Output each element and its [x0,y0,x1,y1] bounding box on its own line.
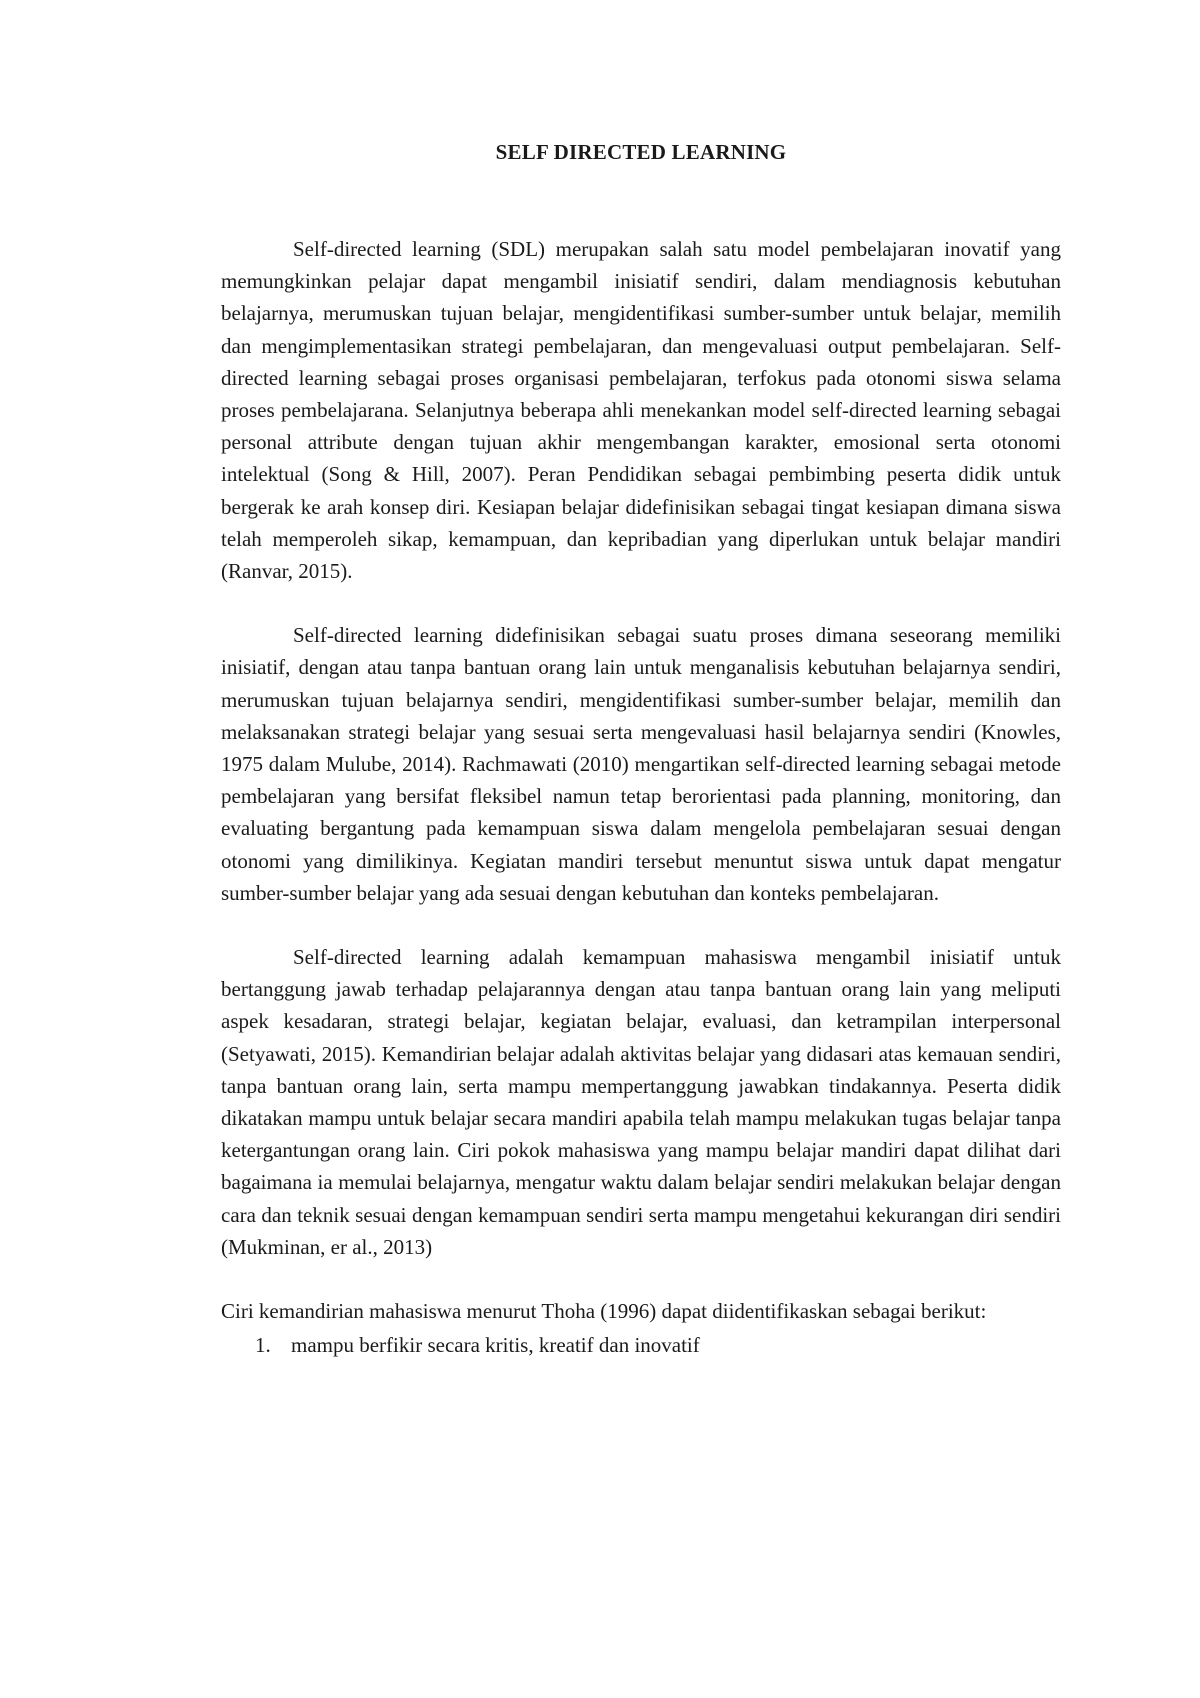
paragraph-1: Self-directed learning (SDL) merupakan salah satu model pembelajaran inovatif yang memungkinkan pelajar dapat mengambil inisiatif sendiri, dalam mendiagnosis kebutuhan belajarnya, merumuskan tujuan belajar, mengidentifikasi sumber-sumber untuk belajar, memilih dan mengimplementasikan strategi pembelajaran, dan mengevaluasi output pembelajaran. Self-directed learning sebagai proses organisasi pembelajaran, terfokus pada otonomi siswa selama proses pembelajarana. Selanjutnya beberapa ahli menekankan model self-directed learning sebagai personal attribute dengan tujuan akhir mengembangan karakter, emosional serta otonomi intelektual (Song & Hill, 2007). Peran Pendidikan sebagai pembimbing peserta didik untuk bergerak ke arah konsep diri. Kesiapan belajar didefinisikan sebagai tingat kesiapan dimana siswa telah memperoleh sikap, kemampuan, dan kepribadian yang diperlukan untuk belajar mandiri (Ranvar, 2015). [221,237,1061,584]
list-item [221,1329,1061,1361]
list-intro: Ciri kemandirian mahasiswa menurut Thoha (1996) dapat diidentifikaskan sebagai berikut: [221,1299,987,1324]
document-body [221,140,1061,1362]
list-item-number: 1. [255,1333,271,1358]
characteristics-list [221,1329,1061,1361]
document-title: SELF DIRECTED LEARNING [495,140,787,164]
paragraph-3: Self-directed learning adalah kemampuan mahasiswa mengambil inisiatif untuk bertanggung jawab terhadap pelajarannya dengan atau tanpa bantuan orang lain yang meliputi aspek kesadaran, strategi belajar, kegiatan belajar, evaluasi, dan ketrampilan interpersonal (Setyawati, 2015). Kemandirian belajar adalah aktivitas belajar yang didasari atas kemauan sendiri, tanpa bantuan orang lain, serta mampu mempertanggung jawabkan tindakannya. Peserta didik dikatakan mampu untuk belajar secara mandiri apabila telah mampu melakukan tugas belajar tanpa ketergantungan orang lain. Ciri pokok mahasiswa yang mampu belajar mandiri dapat dilihat dari bagaimana ia memulai belajarnya, mengatur waktu dalam belajar sendiri melakukan belajar dengan cara dan teknik sesuai dengan kemampuan sendiri serta mampu mengetahui kekurangan diri sendiri (Mukminan, er al., 2013) [221,945,1061,1259]
list-item-text: mampu berfikir secara kritis, kreatif dan inovatif [291,1333,700,1358]
paragraph-2: Self-directed learning didefinisikan sebagai suatu proses dimana seseorang memiliki inisiatif, dengan atau tanpa bantuan orang lain untuk menganalisis kebutuhan belajarnya sendiri, merumuskan tujuan belajarnya sendiri, mengidentifikasi sumber-sumber belajar, memilih dan melaksanakan strategi belajar yang sesuai serta mengevaluasi hasil belajarnya sendiri (Knowles, 1975 dalam Mulube, 2014). Rachmawati (2010) mengartikan self-directed learning sebagai metode pembelajaran yang bersifat fleksibel namun tetap berorientasi pada planning, monitoring, dan evaluating bergantung pada kemampuan siswa dalam mengelola pembelajaran sesuai dengan otonomi yang dimilikinya. Kegiatan mandiri tersebut menuntut siswa untuk dapat mengatur sumber-sumber belajar yang ada sesuai dengan kebutuhan dan konteks pembelajaran. [221,623,1061,905]
